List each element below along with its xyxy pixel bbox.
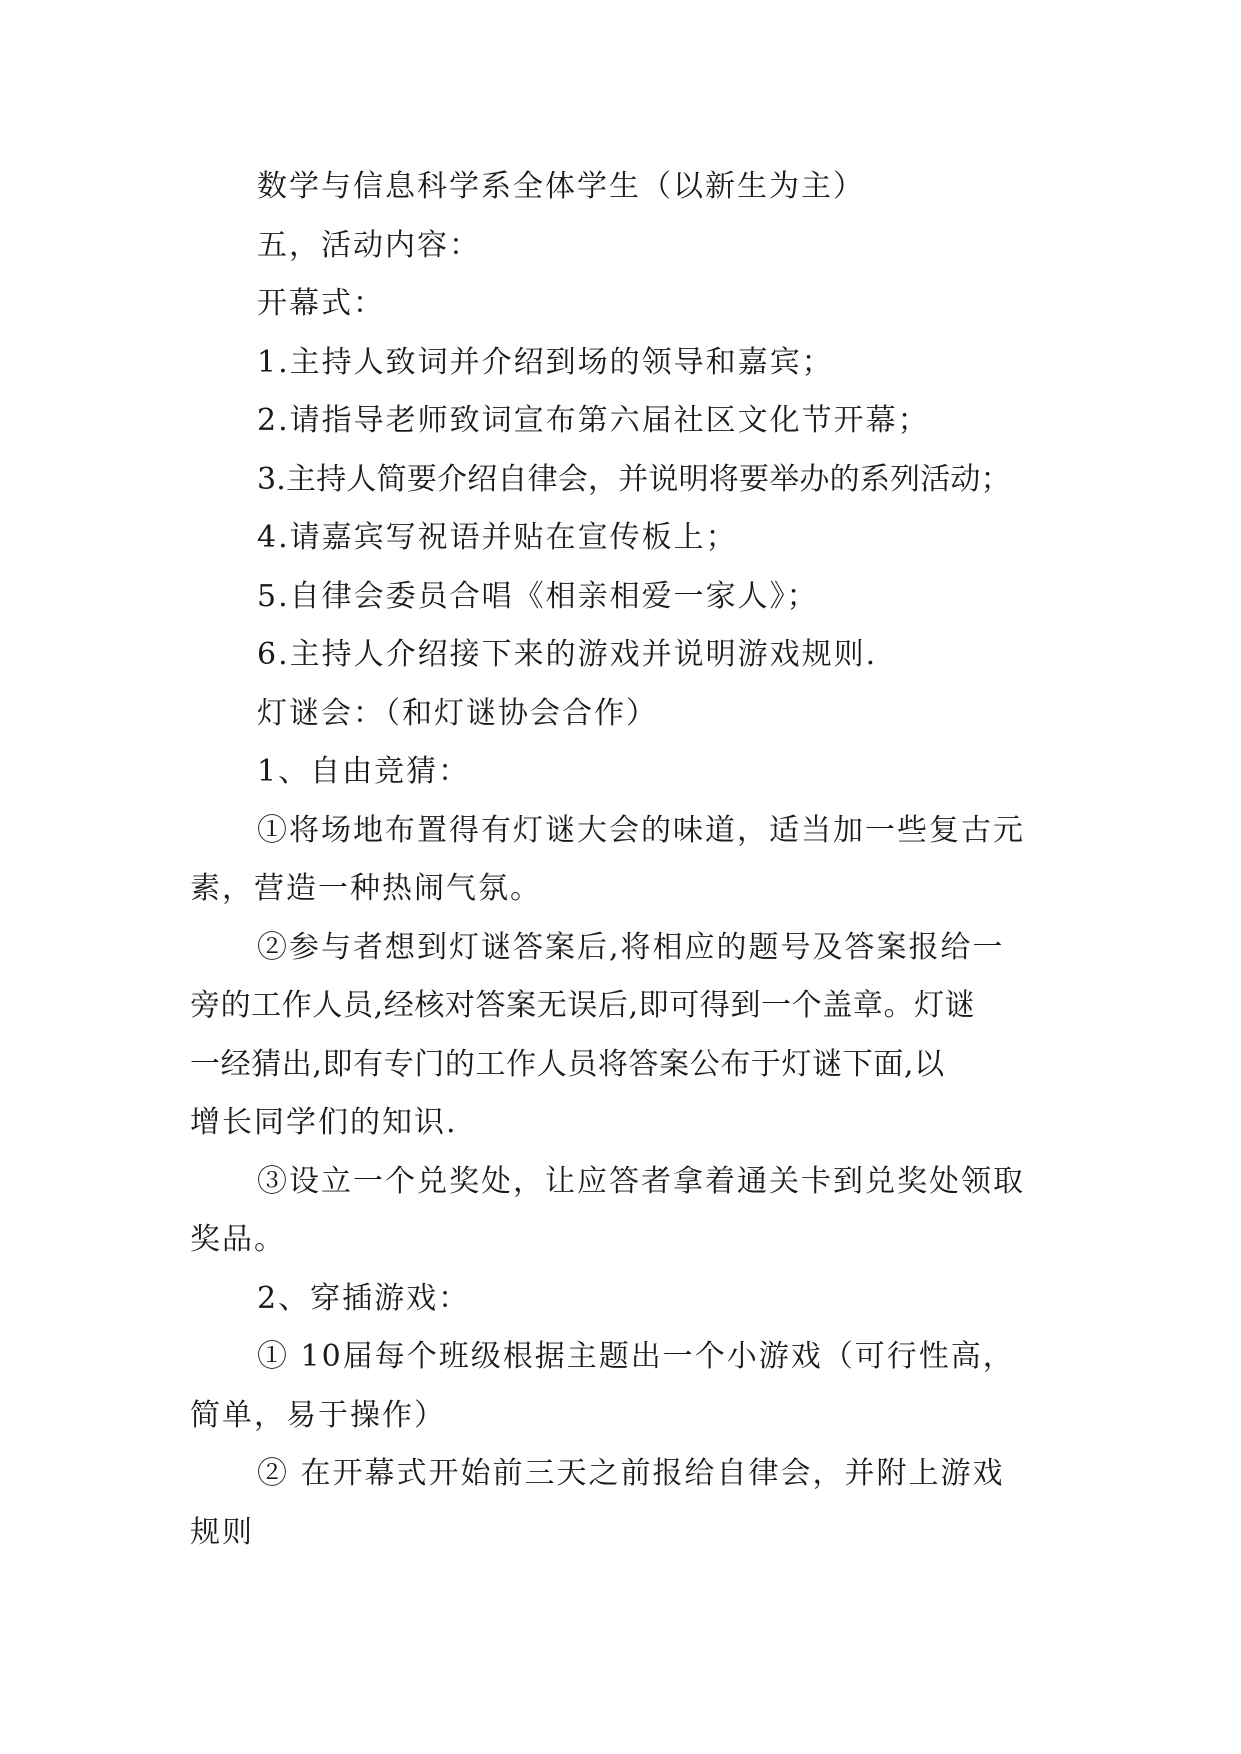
list-item-5 [190, 568, 1050, 627]
text-line: 五，活动内容： [257, 227, 481, 263]
paragraph-venue-decoration [190, 802, 1050, 919]
text-line: 素，营造一种热闹气氛。 [190, 871, 542, 906]
text-line: ①将场地布置得有灯谜大会的味道，适当加一些复古元 [257, 812, 1025, 848]
text-line: 2.请指导老师致词宣布第六届社区文化节开幕； [257, 403, 930, 438]
document-body [190, 158, 1050, 1562]
text-line: ③设立一个兑奖处，让应答者拿着通关卡到兑奖处领取 [257, 1163, 1025, 1199]
text-line: 数学与信息科学系全体学生（以新生为主） [257, 169, 865, 204]
paragraph-prize-station [190, 1153, 1050, 1270]
section-heading-activity-content [190, 217, 1050, 276]
paragraph-class-games [190, 1328, 1050, 1445]
subheading-interlude-games [190, 1270, 1050, 1329]
text-line: 简单，易于操作） [190, 1397, 446, 1433]
subheading-opening-ceremony [190, 275, 1050, 334]
text-line: 4.请嘉宾写祝语并贴在宣传板上； [257, 520, 738, 555]
text-line: 2、穿插游戏： [257, 1280, 471, 1316]
text-line: ②参与者想到灯谜答案后,将相应的题号及答案报给一 [257, 929, 1005, 965]
paragraph-audience [190, 158, 1050, 217]
text-line: 增长同学们的知识. [190, 1105, 458, 1140]
list-item-4 [190, 509, 1050, 568]
paragraph-answer-submission [190, 919, 1050, 1153]
text-line: 一经猜出,即有专门的工作人员将答案公布于灯谜下面,以 [190, 1046, 945, 1082]
list-item-3 [190, 451, 1050, 510]
subheading-free-guessing [190, 743, 1050, 802]
list-item-6 [190, 626, 1050, 685]
subheading-lantern-riddles [190, 685, 1050, 744]
text-line: ② 在开幕式开始前三天之前报给自律会，并附上游戏 [257, 1456, 1005, 1491]
list-item-2 [190, 392, 1050, 451]
text-line: 灯谜会：（和灯谜协会合作） [257, 695, 658, 731]
text-line: 旁的工作人员,经核对答案无误后,即可得到一个盖章。灯谜 [190, 988, 976, 1023]
text-line: 6.主持人介绍接下来的游戏并说明游戏规则. [257, 637, 878, 672]
text-line: 规则 [190, 1514, 254, 1550]
text-line: 奖品。 [190, 1222, 286, 1257]
paragraph-submission-deadline [190, 1445, 1050, 1562]
text-line: 5.自律会委员合唱《相亲相爱一家人》； [257, 578, 819, 614]
text-line: 3.主持人简要介绍自律会，并说明将要举办的系列活动； [257, 461, 1011, 497]
list-item-1 [190, 334, 1050, 393]
text-line: ① 10届每个班级根据主题出一个小游戏（可行性高， [257, 1339, 1015, 1374]
text-line: 开幕式： [257, 286, 385, 321]
text-line: 1.主持人致词并介绍到场的领导和嘉宾； [257, 344, 834, 380]
text-line: 1、自由竞猜： [257, 754, 471, 789]
